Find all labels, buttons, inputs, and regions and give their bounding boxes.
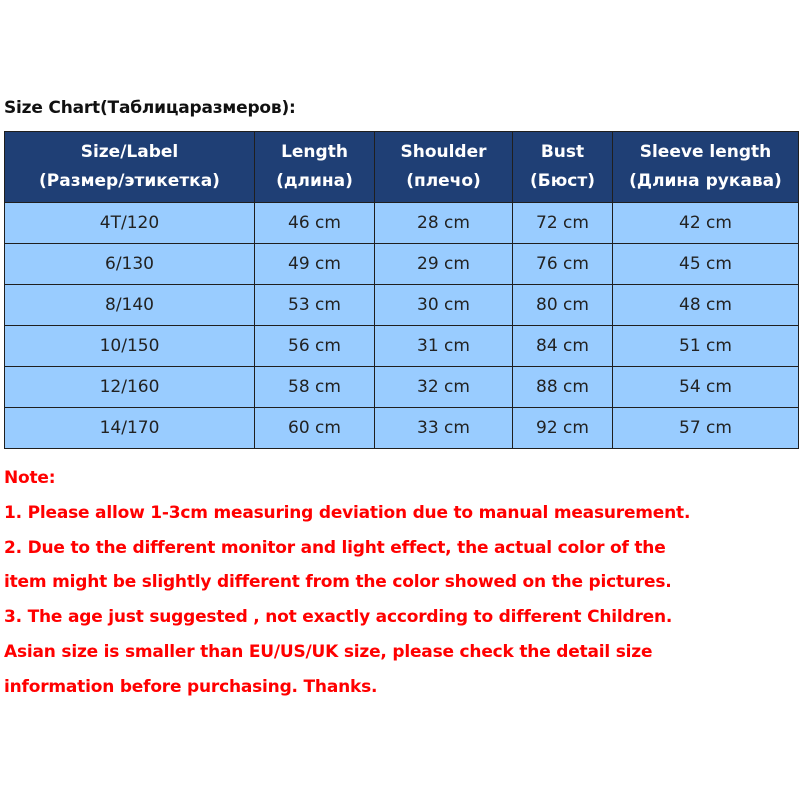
table-row (5, 244, 799, 285)
header-size-label (5, 132, 255, 203)
cell-shoulder: 32 cm (375, 367, 513, 408)
cell-sleeve-length: 45 cm (613, 244, 799, 285)
cell-shoulder: 31 cm (375, 326, 513, 367)
header-label: Bust (540, 142, 585, 162)
header-label-translation: (Бюст) (530, 171, 595, 191)
cell-length: 49 cm (255, 244, 375, 285)
cell-sleeve-length: 48 cm (613, 285, 799, 326)
page-title: Size Chart(Таблицаразмеров): (4, 98, 296, 118)
cell-size-label: 6/130 (5, 244, 255, 285)
header-length (255, 132, 375, 203)
header-bust (513, 132, 613, 203)
table-row (5, 326, 799, 367)
cell-sleeve-length: 57 cm (613, 408, 799, 449)
table-row (5, 285, 799, 326)
header-label: Length (281, 142, 348, 162)
cell-bust: 88 cm (513, 367, 613, 408)
cell-size-label: 14/170 (5, 408, 255, 449)
table-row (5, 203, 799, 244)
cell-shoulder: 30 cm (375, 285, 513, 326)
table-row (5, 408, 799, 449)
cell-size-label: 10/150 (5, 326, 255, 367)
header-label-translation: (плечо) (406, 171, 481, 191)
cell-size-label: 8/140 (5, 285, 255, 326)
header-label: Sleeve length (639, 142, 772, 162)
cell-sleeve-length: 42 cm (613, 203, 799, 244)
note-line: 1. Please allow 1-3cm measuring deviation due to manual measurement. (4, 502, 691, 523)
note-line: 3. The age just suggested , not exactly according to different Children. (4, 607, 673, 628)
cell-sleeve-length: 51 cm (613, 326, 799, 367)
cell-size-label: 4T/120 (5, 203, 255, 244)
header-label-translation: (длина) (276, 171, 353, 191)
notes-section (4, 461, 798, 705)
header-label: Size/Label (80, 142, 179, 162)
cell-size-label: 12/160 (5, 367, 255, 408)
table-row (5, 367, 799, 408)
cell-length: 56 cm (255, 326, 375, 367)
cell-shoulder: 33 cm (375, 408, 513, 449)
note-line: information before purchasing. Thanks. (4, 676, 378, 697)
size-chart-table (4, 131, 799, 449)
cell-length: 60 cm (255, 408, 375, 449)
note-line: 2. Due to the different monitor and light effect, the actual color of the (4, 537, 666, 558)
notes-heading: Note: (4, 468, 56, 488)
cell-sleeve-length: 54 cm (613, 367, 799, 408)
note-line: item might be slightly different from the color showed on the pictures. (4, 572, 672, 593)
cell-length: 58 cm (255, 367, 375, 408)
cell-bust: 72 cm (513, 203, 613, 244)
header-label: Shoulder (400, 142, 487, 162)
cell-bust: 84 cm (513, 326, 613, 367)
header-sleeve-length (613, 132, 799, 203)
header-shoulder (375, 132, 513, 203)
cell-bust: 80 cm (513, 285, 613, 326)
note-line: Asian size is smaller than EU/US/UK size, please check the detail size (4, 641, 653, 662)
cell-length: 46 cm (255, 203, 375, 244)
cell-length: 53 cm (255, 285, 375, 326)
header-label-translation: (Длина рукава) (629, 171, 782, 191)
cell-shoulder: 28 cm (375, 203, 513, 244)
cell-bust: 92 cm (513, 408, 613, 449)
cell-shoulder: 29 cm (375, 244, 513, 285)
cell-bust: 76 cm (513, 244, 613, 285)
table-header-row (5, 132, 799, 203)
header-label-translation: (Размер/этикетка) (39, 171, 220, 191)
